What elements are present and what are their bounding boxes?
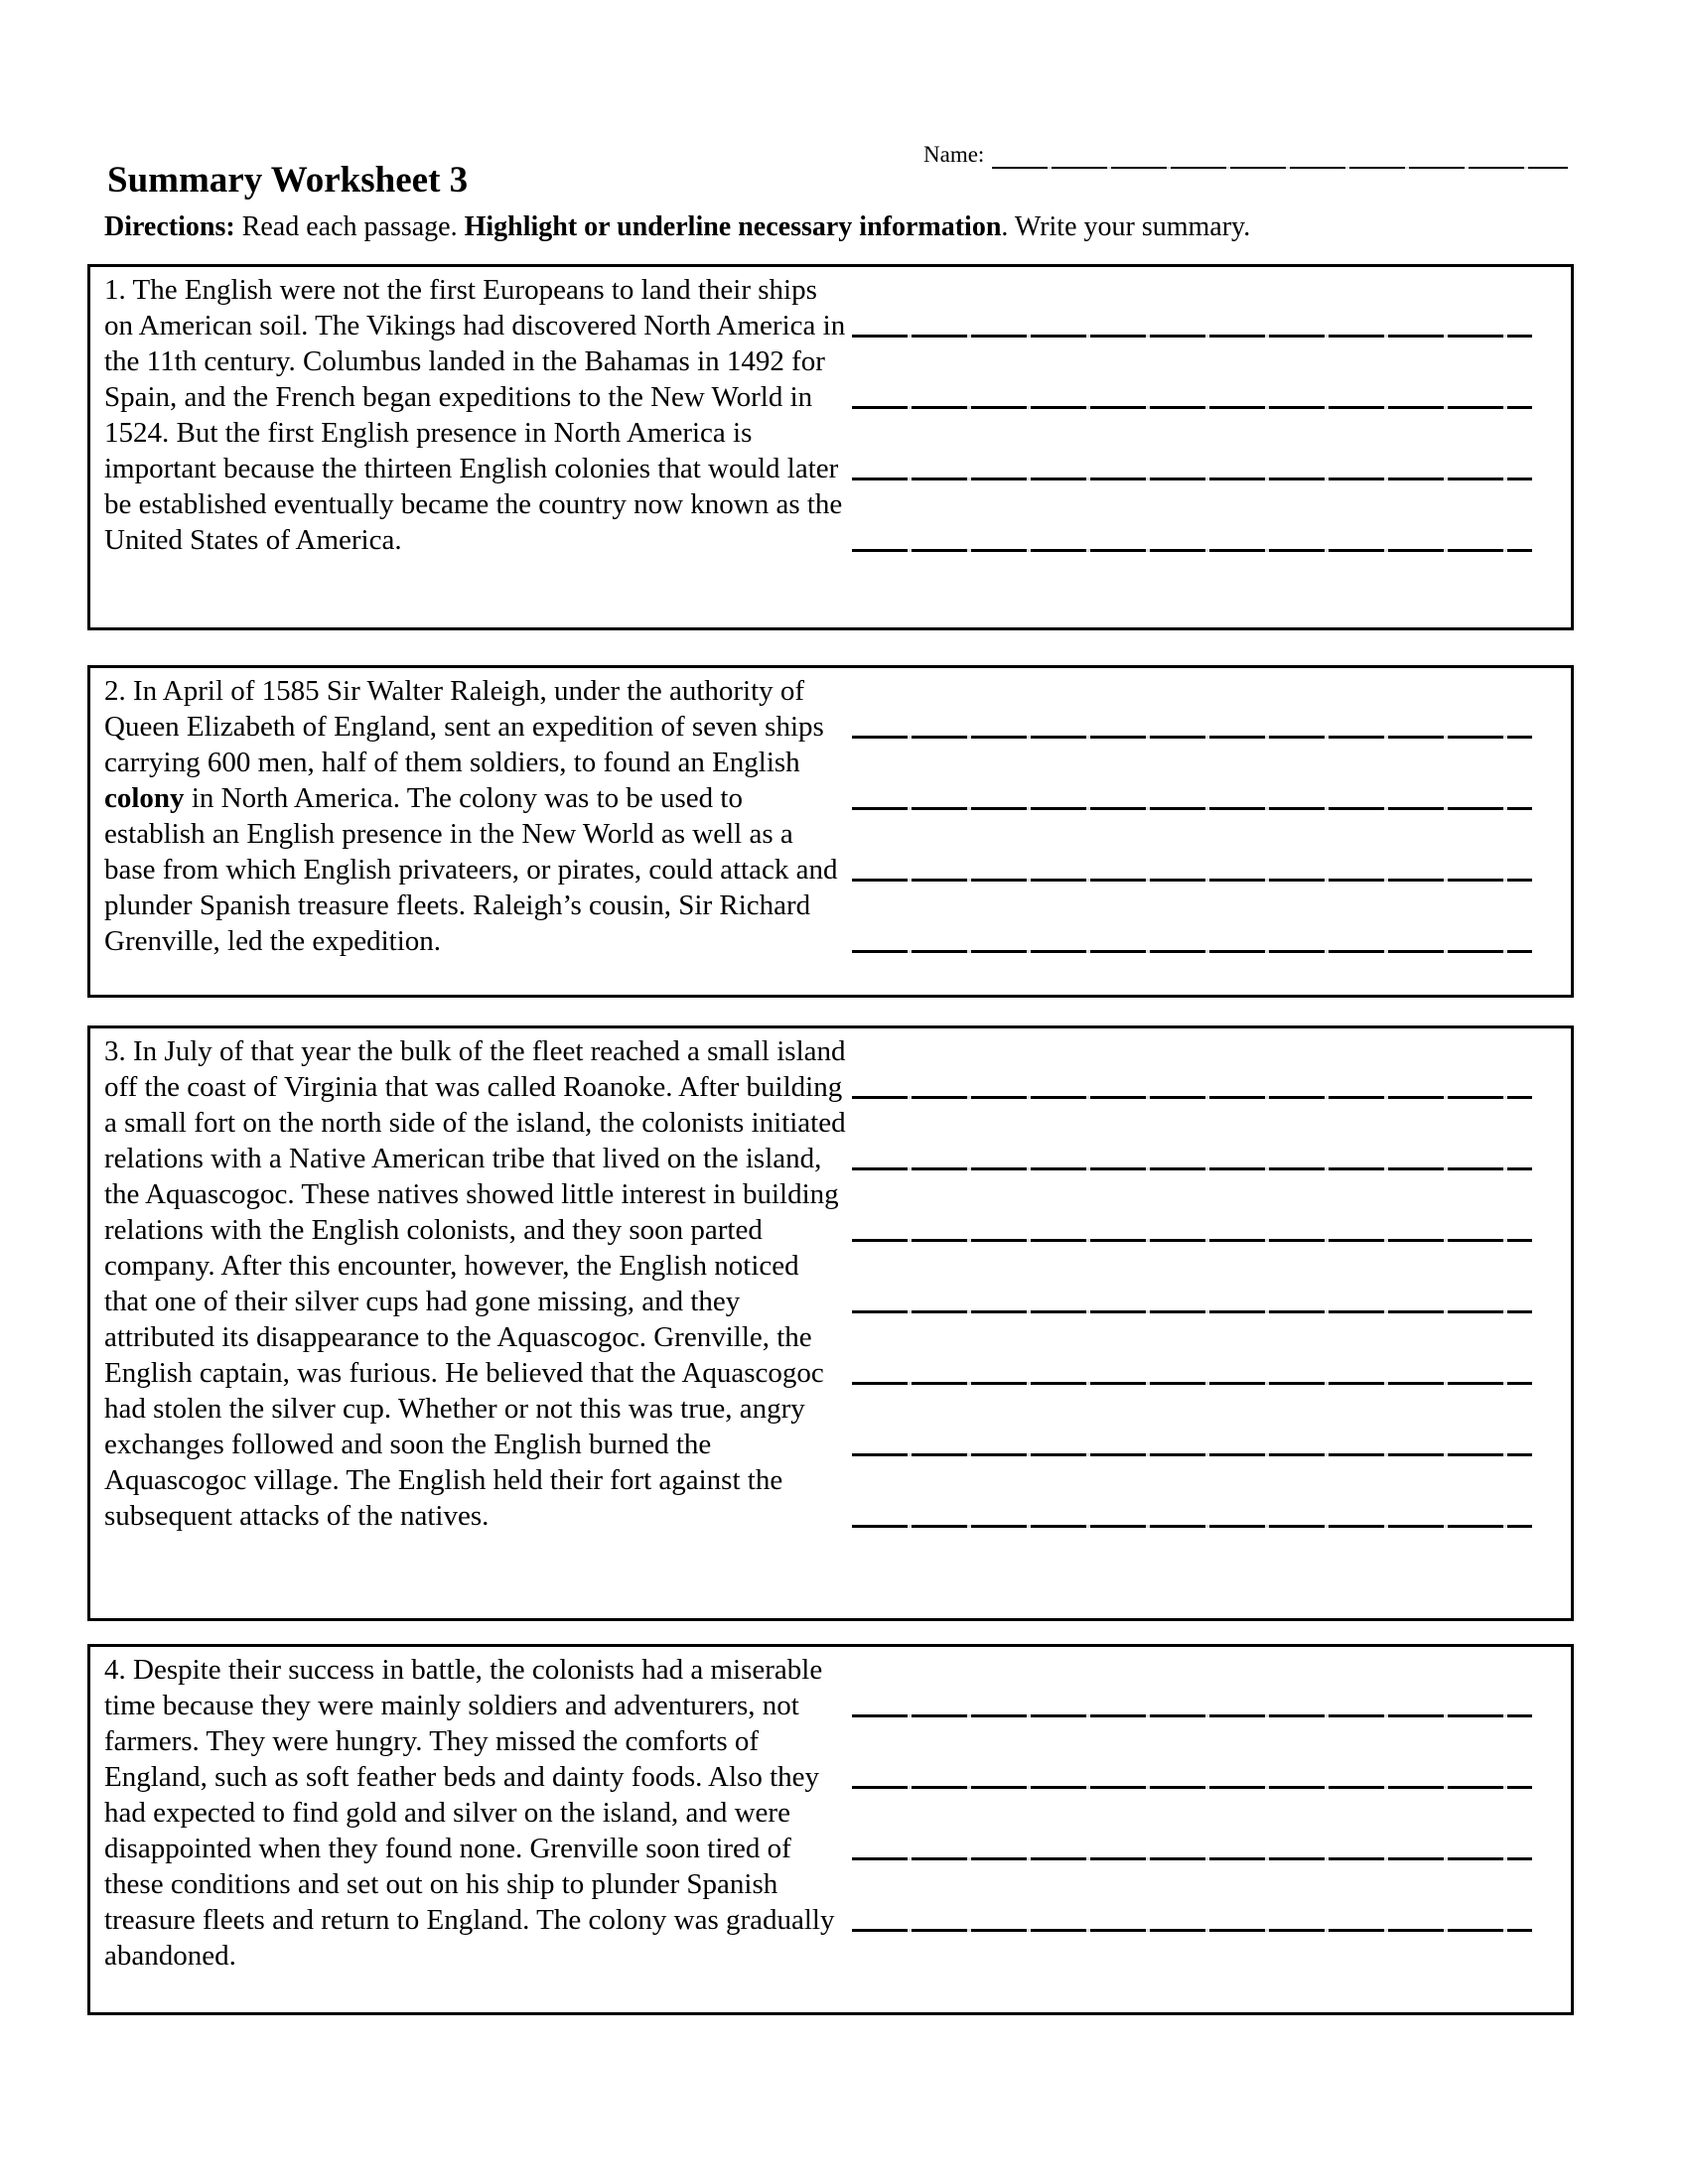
- summary-blank-line[interactable]: [852, 736, 1532, 739]
- directions-bold-phrase: Highlight or underline necessary information: [464, 211, 1002, 242]
- page-title: Summary Worksheet 3: [107, 160, 469, 201]
- passage-3-body: 3. In July of that year the bulk of the fleet reached a small island off the coast of Virginia that was called Roanoke. After building a small fort on the north side of the island, the colonists initiated relations with a Native American tribe that lived on the island, the Aquascogoc. These natives showed little interest in building relations with the English colonists, and they soon parted company. After this encounter, however, the English noticed that one of their silver cups had gone missing, and they attributed its disappearance to the Aquascogoc. Grenville, the English captain, was furious. He believed that the Aquascogoc had stolen the silver cup. Whether or not this was true, angry exchanges followed and soon the English burned the Aquascogoc village. The English held their fort against the subsequent attacks of the natives.: [104, 1035, 846, 1532]
- passage-text-3: [104, 1033, 847, 1534]
- answer-area-3: [852, 1028, 1532, 1618]
- directions-part2: . Write your summary.: [1001, 211, 1251, 242]
- passage-2-body: 2. In April of 1585 Sir Walter Raleigh, under the authority of Queen Elizabeth of England, sent an expedition of seven ships carrying 600 men, half of them soldiers, to found an English: [104, 675, 824, 778]
- summary-blank-line[interactable]: [852, 1096, 1532, 1099]
- summary-blank-line[interactable]: [852, 1382, 1532, 1385]
- directions-part1: Read each passage.: [234, 211, 465, 242]
- summary-blank-line[interactable]: [852, 807, 1532, 810]
- directions-text: [104, 210, 1250, 243]
- summary-blank-line[interactable]: [852, 478, 1532, 480]
- name-label: Name:: [923, 142, 985, 167]
- summary-blank-line[interactable]: [852, 1239, 1532, 1242]
- name-row: [923, 141, 1579, 169]
- answer-area-1: [852, 267, 1532, 627]
- summary-blank-line[interactable]: [852, 406, 1532, 409]
- summary-blank-line[interactable]: [852, 549, 1532, 552]
- passage-box-1: [87, 264, 1574, 630]
- passage-box-2: [87, 665, 1574, 998]
- name-fill-line[interactable]: [992, 145, 1568, 169]
- passage-box-4: [87, 1644, 1574, 2015]
- summary-blank-line[interactable]: [852, 1929, 1532, 1932]
- summary-blank-line[interactable]: [852, 1786, 1532, 1789]
- passage-4-body: 4. Despite their success in battle, the colonists had a miserable time because they were mainly soldiers and adventurers, not farmers. They were hungry. They missed the comforts of England, such as soft feather beds and dainty foods. Also they had expected to find gold and silver on the island, and were disappointed when they found none. Grenville soon tired of these conditions and set out on his ship to plunder Spanish treasure fleets and return to England. The colony was gradually abandoned.: [104, 1654, 835, 1972]
- passage-text-1: [104, 272, 847, 558]
- summary-blank-line[interactable]: [852, 879, 1532, 882]
- summary-blank-line[interactable]: [852, 1310, 1532, 1313]
- summary-blank-line[interactable]: [852, 1167, 1532, 1170]
- summary-blank-line[interactable]: [852, 1714, 1532, 1717]
- summary-blank-line[interactable]: [852, 1525, 1532, 1528]
- passage-text-4: [104, 1652, 847, 1974]
- passage-2-body-cont: in North America. The colony was to be used to establish an English presence in the New World as well as a base from which English privateers, or pirates, could attack and plunder Spanish treasure fleets. Raleigh’s cousin, Sir Richard Grenville, led the expedition.: [104, 782, 838, 957]
- summary-blank-line[interactable]: [852, 1857, 1532, 1860]
- summary-blank-line[interactable]: [852, 950, 1532, 953]
- answer-area-4: [852, 1647, 1532, 2012]
- summary-blank-line[interactable]: [852, 1453, 1532, 1456]
- directions-label: Directions:: [104, 211, 235, 242]
- passage-2-bold-term: colony: [104, 782, 185, 814]
- answer-area-2: [852, 668, 1532, 995]
- summary-blank-line[interactable]: [852, 335, 1532, 338]
- passage-1-body: 1. The English were not the first Europeans to land their ships on American soil. The Vikings had discovered North America in the 11th century. Columbus landed in the Bahamas in 1492 for Spain, and the French began expeditions to the New World in 1524. But the first English presence in North America is important because the thirteen English colonies that would later be established eventually became the country now known as the United States of America.: [104, 274, 846, 556]
- passage-text-2: [104, 673, 847, 959]
- passage-box-3: [87, 1025, 1574, 1621]
